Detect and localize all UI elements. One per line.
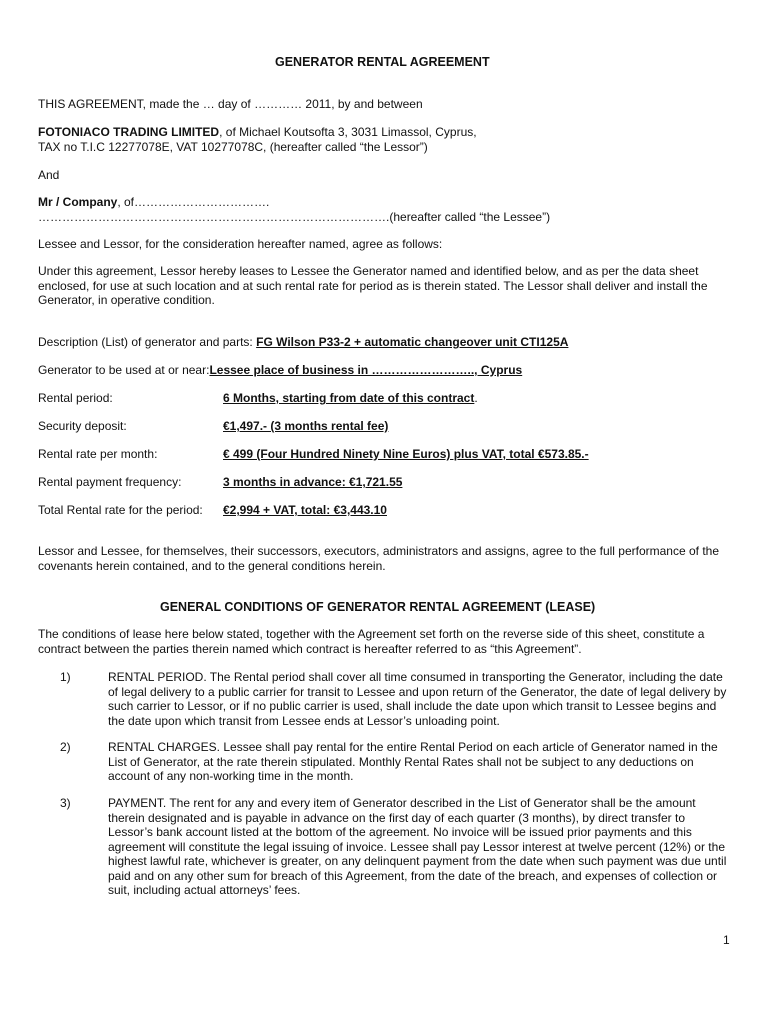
condition-number: 1) [60, 670, 71, 684]
under-agreement-paragraph: Under this agreement, Lessor hereby leases to Lessee the Generator named and identified below, and as per the data sheet enclosed, for use at such location and at such rental rate for period as is therein stated. The Lessor shall deliver and install the Generator, in operative condition. [38, 264, 708, 307]
document-title: GENERATOR RENTAL AGREEMENT [275, 55, 490, 69]
detail-row-security-deposit [38, 419, 388, 434]
lessor-block [38, 125, 477, 154]
lessor-tax: TAX no T.I.C 12277078E, VAT 10277078C, (hereafter called “the Lessor”) [38, 139, 428, 154]
detail-row-rental-rate [38, 447, 589, 462]
condition-number: 3) [60, 796, 71, 810]
detail-label: Security deposit: [38, 419, 127, 433]
detail-row-rental-period [38, 391, 478, 406]
detail-row-total-rental [38, 503, 387, 518]
condition-rental-period: RENTAL PERIOD. The Rental period shall cover all time consumed in transporting the Generator, including the date of legal delivery to a public carrier for transit to Lessee and upon return of the Generator, the date of legal delivery by such carrier to Lessor, or if no public carrier is used, shall include the date upon which transit to Lessee begins and the date upon which transit from Lessee ends at Lessor’s unloading point. [108, 670, 727, 728]
location-label: Generator to be used at or near: [38, 363, 210, 377]
detail-value: €2,994 + VAT, total: €3,443.10 [223, 503, 387, 517]
agreement-date-line: THIS AGREEMENT, made the … day of ………… 2011, by and between [38, 97, 423, 111]
condition-rental-charges: RENTAL CHARGES. Lessee shall pay rental for the entire Rental Period on each article of Generator named in the List of Generator, at the rate therein stipulated. Monthly Rental Rates shall not be subject to any deductions on account of any non-working time in the month. [108, 740, 718, 783]
and-text: And [38, 168, 60, 182]
condition-payment: PAYMENT. The rent for any and every item of Generator described in the List of Generator shall be the amount therein designated and is payable in advance on the first day of each quarter (3 months), by direct transfer to Lessor’s bank account listed at the bottom of the agreement. No invoice will be issued prior payments and this agreement will constitute the legal issuing of invoice. Lessee shall pay Lessor interest at twelve percent (12%) or the highest lawful rate, whichever is greater, on any delinquent payment from the date when such payment was due until paid and on any other sum for breach of this Agreement, from the date of the breach, and expenses of collection or suit, including actual attorneys’ fees. [108, 796, 727, 897]
detail-label: Rental payment frequency: [38, 475, 182, 489]
lessee-of: , of……………………………. [117, 195, 270, 209]
lessee-block [38, 195, 550, 224]
detail-value: 6 Months, starting from date of this contract [223, 391, 475, 405]
description-value: FG Wilson P33-2 + automatic changeover unit CTI125A [256, 335, 569, 349]
detail-label: Rental rate per month: [38, 447, 158, 461]
closing-paragraph: Lessor and Lessee, for themselves, their successors, executors, administrators and assigns, agree to the full performance of the covenants herein contained, and to the general conditions herein. [38, 544, 720, 573]
detail-value: 3 months in advance: €1,721.55 [223, 475, 403, 489]
detail-value: € 499 (Four Hundred Ninety Nine Euros) plus VAT, total €573.85.- [223, 447, 589, 461]
lessee-called: (hereafter called “the Lessee”) [389, 209, 551, 224]
location-row [38, 363, 522, 378]
detail-label: Rental period: [38, 391, 113, 405]
description-row [38, 335, 568, 350]
page-number: 1 [723, 933, 730, 947]
general-intro-paragraph: The conditions of lease here below stated, together with the Agreement set forth on the reverse side of this sheet, constitute a contract between the parties therein named which contract is hereafter referred to as “this Agreement”. [38, 627, 705, 656]
lessor-address: , of Michael Koutsofta 3, 3031 Limassol, Cyprus, [219, 125, 477, 139]
detail-value: €1,497.- (3 months rental fee) [223, 419, 389, 433]
agree-text: Lessee and Lessor, for the consideration hereafter named, agree as follows: [38, 237, 443, 251]
location-value: Lessee place of business in …………………….., Cyprus [209, 363, 523, 377]
general-conditions-title: GENERAL CONDITIONS OF GENERATOR RENTAL AGREEMENT (LEASE) [160, 600, 596, 614]
detail-row-payment-frequency [38, 475, 402, 490]
detail-label: Total Rental rate for the period: [38, 503, 203, 517]
lessee-dots: ……………………………………………………………………………. [38, 209, 390, 224]
description-label: Description (List) of generator and parts: [38, 335, 257, 349]
lessee-name: Mr / Company [38, 195, 118, 209]
detail-suffix: . [474, 391, 478, 405]
condition-number: 2) [60, 740, 71, 754]
lessor-name: FOTONIACO TRADING LIMITED [38, 125, 220, 139]
